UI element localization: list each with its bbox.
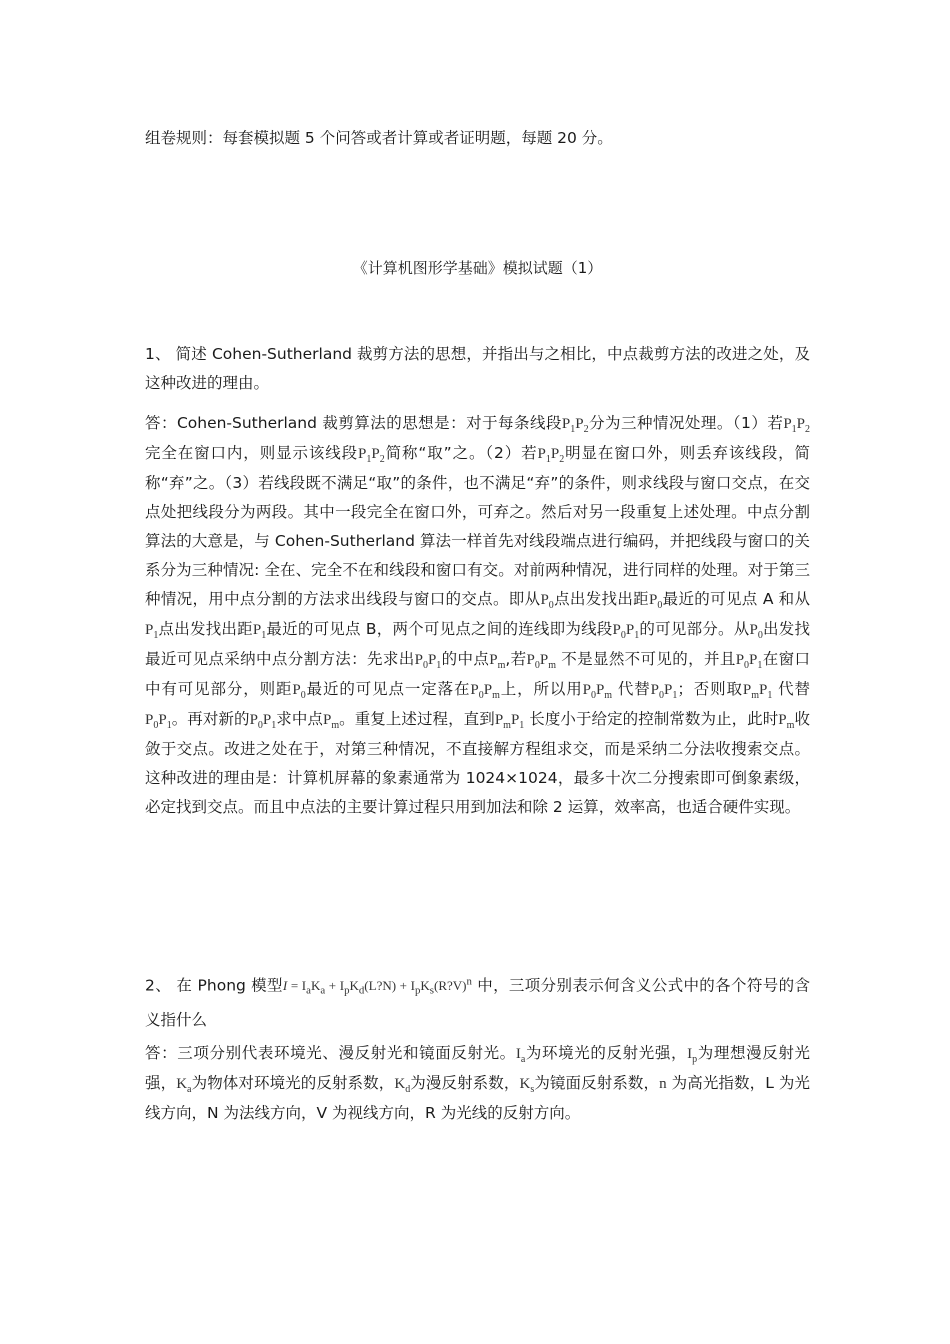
answer-2: 答：三项分别代表环境光、漫反射光和镜面反射光。$I_a$为环境光的反射光强，$I_p$为理想漫反射光强，$K_a$为物体对环境光的反射系数，$K_d$为漫反射系数，$K_s$为镜面反射系数，n 为高光指数，L 为光线方向，N 为法线方向，V 为视线方向，R 为光线的反射方向。 <box>145 1044 810 1122</box>
question-2: 2、 在 Phong 模型$I = I_aK_a$ + $I_pK_d(L?N)$ + $I_pK_s(R?V)^n$ 中，三项分别表示何含义公式中的各个符号的含义指什么 <box>145 976 811 1029</box>
question-1: 1、 简述 Cohen-Sutherland 裁剪方法的思想，并指出与之相比，中点裁剪方法的改进之处，及这种改进的理由。 <box>145 345 810 392</box>
exam-title: 《计算机图形学基础》模拟试题（1） <box>352 259 603 277</box>
answer-1: 答：Cohen-Sutherland 裁剪算法的思想是：对于每条线段$P_1P_2$分为三种情况处理。（1）若$P_1P_2$完全在窗口内，则显示该线段$P_1P_2$简称“取”之。（2）若$P_1P_2$明显在窗口外，则丢弃该线段，简称“弃”之。（3）若线段既不满足“取”的条件，也不满足“弃”的条件，则求线段与窗口交点，在交点处把线段分为两段。其中一段完全在窗口外，可弃之。然后对另一段重复上述处理。中点分割算法的大意是，与 Cohen-Sutherland 算法一样首先对线段端点进行编码，并把线段与窗口的关系分为三种情况: 全在、完全不在和线段和窗口有交。对前两种情况，进行同样的处理。对于第三种情况，用中点分割的方法求出线段与窗口的交点。即从$P_0$点出发找出距$P_0$最近的可见点 A 和从$P_1$点出发找出距$P_1$最近的可见点 B，两个可见点之间的连线即为线段$P_0P_1$的可见部分。从$P_0$出发找最近可见点采纳中点分割方法：先求出$P_0P_1$的中点$P_m$,若$P_0P_m$ 不是显然不可见的，并且$P_0P_1$在窗口中有可见部分，则距$P_0$最近的可见点一定落在$P_0P_m$上，所以用$P_0P_m$ 代替$P_0P_1$；否则取$P_mP_1$ 代替$P_0P_1$。再对新的$P_0P_1$求中点$P_m$。重复上述过程，直到$P_mP_1$ 长度小于给定的控制常数为止，此时$P_m$收敛于交点。改进之处在于，对第三种情况，不直接解方程组求交，而是采纳二分法收搜索交点。这种改进的理由是：计算机屏幕的象素通常为 1024×1024，最多十次二分搜索即可倒象素级，必定找到交点。而且中点法的主要计算过程只用到加法和除 2 运算，效率高，也适合硬件实现。 <box>145 414 810 816</box>
phong-formula: $I = I_aK_a$ + $I_pK_d(L?N)$ + $I_pK_s(R?V)^n$ <box>282 976 472 997</box>
exam-rule: 组卷规则：每套模拟题 5 个问答或者计算或者证明题，每题 20 分。 <box>145 129 613 147</box>
